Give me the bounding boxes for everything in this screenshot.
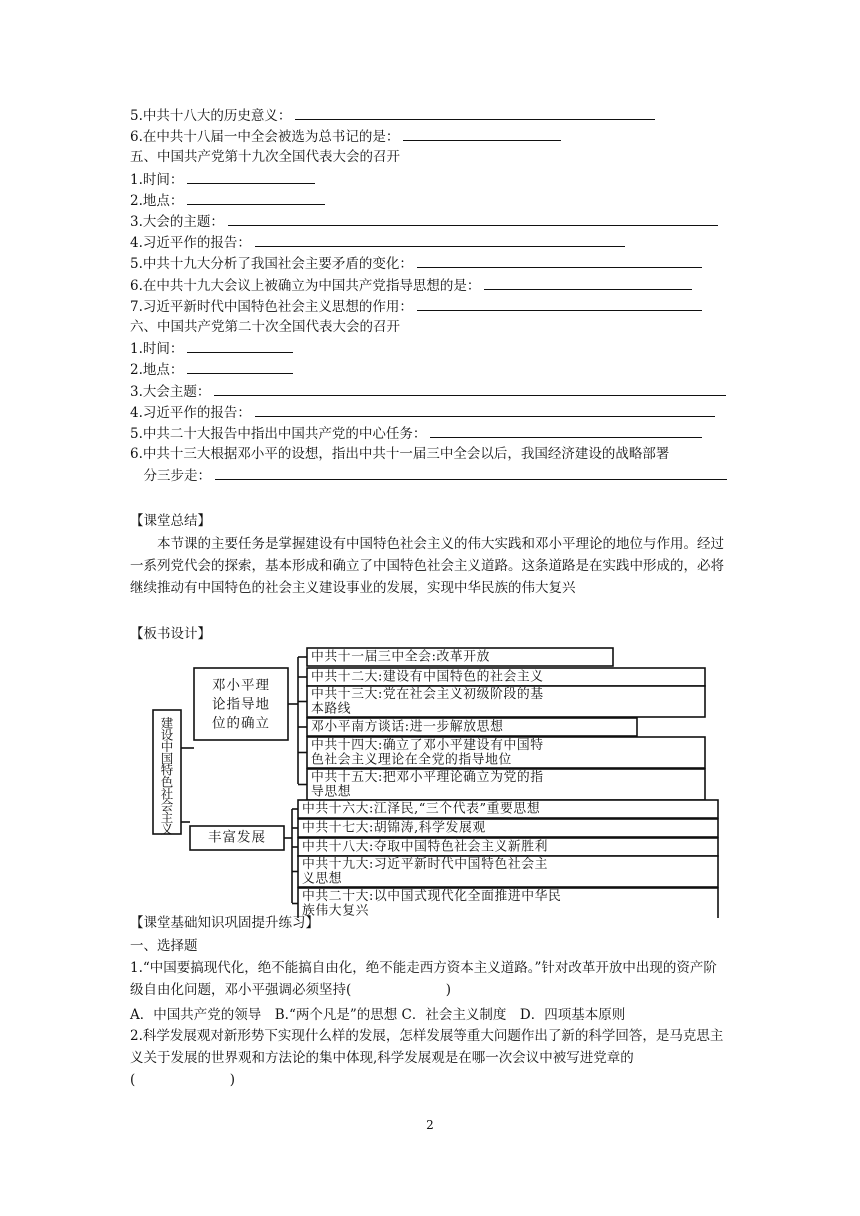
answer-blank[interactable] bbox=[187, 339, 293, 353]
question-2-stem: 2.科学发展观对新形势下实现什么样的发展，怎样发展等重大问题作出了新的科学回答，是马克思主义关于发展的世界观和方法论的集中体现,科学发展观是在哪一次会议中被写进党章的( ) bbox=[130, 1028, 724, 1088]
fill-in-label: 2.地点： bbox=[130, 362, 184, 379]
branch-label: 邓小平理 bbox=[212, 677, 270, 694]
event-text: 中共十五大:把邓小平理论确立为党的指 bbox=[311, 770, 544, 785]
fill-in-line bbox=[130, 170, 315, 189]
root-char: 国 bbox=[160, 750, 174, 766]
branch-label: 论指导地 bbox=[212, 696, 270, 713]
event-text: 中共十三大:党在社会主义初级阶段的基 bbox=[311, 687, 544, 702]
event-text: 中共二十大:以中国式现代化全面推进中华民 bbox=[302, 889, 562, 904]
event-text: 中共十二大:建设有中国特色的社会主义 bbox=[311, 669, 544, 685]
answer-blank[interactable] bbox=[214, 382, 726, 396]
answer-blank[interactable] bbox=[417, 254, 702, 268]
event-text: 导思想 bbox=[311, 784, 352, 800]
fill-in-line bbox=[130, 106, 655, 125]
fill-in-line bbox=[130, 424, 702, 443]
root-char: 设 bbox=[160, 727, 174, 743]
event-text: 中共十八大:夺取中国特色社会主义新胜利 bbox=[302, 839, 549, 855]
root-char: 色 bbox=[160, 774, 174, 790]
summary-paragraph: 本节课的主要任务是掌握建设有中国特色社会主义的伟大实践和邓小平理论的地位与作用。经过一系列党代会的探索，基本形成和确立了中国特色社会主义道路。这条道路是在实践中形成的，必将继续推动有中国特色的社会主义建设事业的发展，实现中华民族的伟大复兴 bbox=[130, 536, 724, 596]
fill-in-line bbox=[130, 254, 702, 273]
fill-in-line bbox=[130, 191, 325, 210]
fill-in-line bbox=[130, 276, 692, 295]
answer-blank[interactable] bbox=[430, 424, 702, 438]
fill-in-label: 1.时间： bbox=[130, 171, 184, 188]
root-char: 特 bbox=[160, 762, 174, 778]
board-design-diagram bbox=[0, 638, 860, 918]
event-text: 义思想 bbox=[302, 871, 343, 887]
branch-label: 位的确立 bbox=[212, 715, 270, 732]
board-design-heading: 【板书设计】 bbox=[130, 626, 211, 642]
fill-in-line bbox=[130, 127, 561, 146]
section-one-heading: 一、选择题 bbox=[130, 938, 198, 954]
question-1-stem: 1.“中国要搞现代化，绝不能搞自由化，绝不能走西方资本主义道路。”针对改革开放中出现的资产阶级自由化问题，邓小平强调必须坚持( ) bbox=[130, 960, 717, 998]
fill-in-label: 7.习近平新时代中国特色社会主义思想的作用： bbox=[130, 298, 413, 315]
event-text: 中共十九大:习近平新时代中国特色社会主 bbox=[302, 857, 549, 872]
event-text: 本路线 bbox=[311, 701, 352, 717]
answer-blank[interactable] bbox=[187, 360, 293, 374]
fill-in-line bbox=[130, 339, 293, 358]
question-1-options: A．中国共产党的领导 B.“两个凡是”的思想 C．社会主义制度 D．四项基本原则 bbox=[130, 1007, 626, 1023]
fill-in-label: 六、中国共产党第二十次全国代表大会的召开 bbox=[130, 319, 400, 335]
fill-in-line bbox=[130, 360, 293, 379]
answer-blank[interactable] bbox=[403, 127, 561, 141]
answer-blank[interactable] bbox=[228, 212, 718, 226]
fill-in-label: 五、中国共产党第十九次全国代表大会的召开 bbox=[130, 149, 400, 166]
fill-in-line bbox=[130, 212, 718, 231]
answer-blank[interactable] bbox=[215, 466, 727, 480]
fill-in-line bbox=[130, 233, 625, 252]
answer-blank[interactable] bbox=[187, 170, 315, 184]
practice-heading: 【课堂基础知识巩固提升练习】 bbox=[130, 915, 319, 931]
event-text: 中共十六大:江泽民,“三个代表”重要思想 bbox=[302, 801, 541, 817]
fill-in-label: 5.中共十八大的历史意义： bbox=[130, 108, 292, 124]
fill-in-label: 5.中共十九大分析了我国社会主要矛盾的变化： bbox=[130, 256, 413, 273]
fill-in-label: 5.中共二十大报告中指出中国共产党的中心任务： bbox=[130, 426, 427, 442]
event-text: 中共十七大:胡锦涛,科学发展观 bbox=[302, 820, 486, 836]
event-text: 色社会主义理论在全党的指导地位 bbox=[311, 752, 512, 768]
root-char: 社 bbox=[160, 786, 174, 802]
answer-blank[interactable] bbox=[255, 403, 715, 417]
event-text: 邓小平南方谈话:进一步解放思想 bbox=[311, 719, 504, 735]
fill-in-label: 4.习近平作的报告： bbox=[130, 235, 251, 252]
fill-in-label: 1.时间： bbox=[130, 341, 184, 358]
fill-in-label: 6.中共十三大根据邓小平的设想，指出中共十一届三中全会以后，我国经济建设的战略部署 bbox=[130, 446, 670, 463]
fill-in-line bbox=[130, 403, 715, 422]
fill-in-label: 4.习近平作的报告： bbox=[130, 404, 251, 421]
fill-in-label: 6.在中共十八届一中全会被选为总书记的是： bbox=[130, 129, 400, 146]
root-char: 义 bbox=[160, 821, 174, 837]
fill-in-line bbox=[130, 466, 727, 485]
summary-heading: 【课堂总结】 bbox=[130, 513, 211, 529]
event-text: 族伟大复兴 bbox=[302, 903, 369, 918]
root-char: 会 bbox=[160, 798, 174, 814]
answer-blank[interactable] bbox=[255, 233, 625, 247]
event-text: 中共十四大:确立了邓小平建设有中国特 bbox=[311, 738, 544, 753]
answer-blank[interactable] bbox=[417, 297, 702, 311]
fill-in-label: 6.在中共十九大会议上被确立为中国共产党指导思想的是： bbox=[130, 277, 481, 294]
answer-blank[interactable] bbox=[295, 106, 655, 120]
fill-in-label: 分三步走： bbox=[130, 468, 211, 485]
fill-in-label: 2.地点： bbox=[130, 192, 184, 209]
root-char: 建 bbox=[160, 715, 174, 731]
fill-in-line bbox=[130, 297, 702, 316]
fill-in-line bbox=[130, 148, 400, 166]
answer-blank[interactable] bbox=[187, 191, 325, 205]
fill-in-label: 3.大会主题： bbox=[130, 383, 211, 400]
answer-blank[interactable] bbox=[484, 276, 692, 290]
fill-in-line bbox=[130, 318, 400, 336]
page-number: 2 bbox=[426, 1118, 434, 1132]
event-text: 中共十一届三中全会:改革开放 bbox=[311, 649, 491, 665]
fill-in-line bbox=[130, 382, 726, 401]
fill-in-line bbox=[130, 445, 669, 463]
root-char: 主 bbox=[160, 809, 174, 825]
root-char: 中 bbox=[160, 739, 174, 755]
fill-in-label: 3.大会的主题： bbox=[130, 214, 224, 230]
branch-label: 丰富发展 bbox=[208, 829, 266, 846]
